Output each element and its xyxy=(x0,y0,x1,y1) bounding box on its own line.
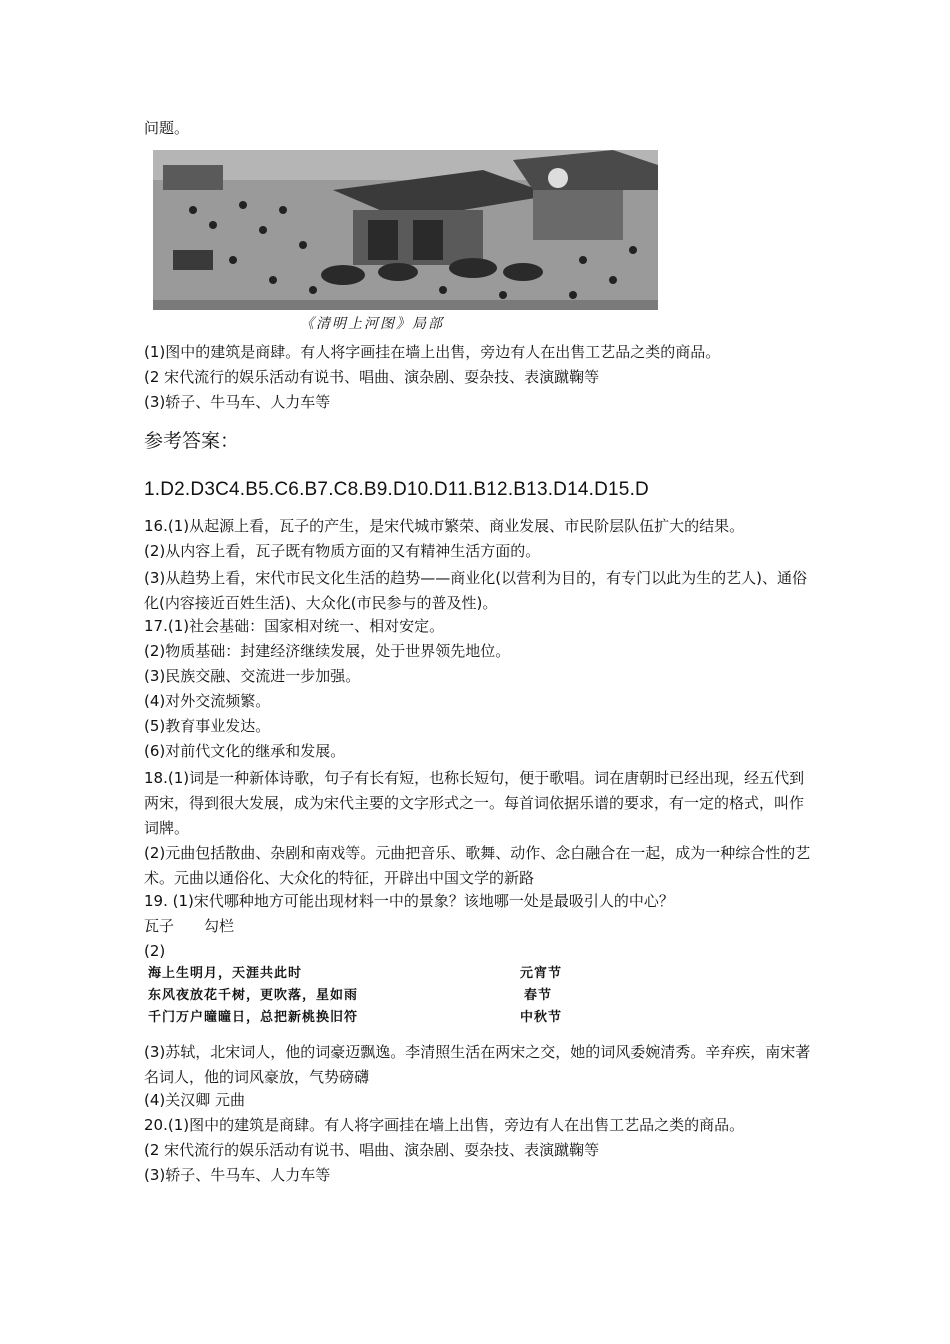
q20-answer-2: (2 宋代流行的娱乐活动有说书、唱曲、演杂剧、耍杂技、表演蹴鞠等 xyxy=(144,1141,600,1159)
festival-1: 元宵节 xyxy=(520,966,563,981)
q20-answer-3: (3)轿子、牛马车、人力车等 xyxy=(144,1166,331,1184)
figure-caption: 《清明上河图》局部 xyxy=(300,316,444,332)
answers-heading: 参考答案： xyxy=(144,430,240,452)
q16-answer-3: (3)从趋势上看，宋代市民文化生活的趋势——商业化(以营利为目的，有专门以此为生的艺人)、通俗化(内容接近百姓生活)、大众化(市民参与的普及性)。 xyxy=(144,569,807,612)
q19-label-2: (2) xyxy=(144,942,166,960)
q16-answer-1: 16.(1)从起源上看，瓦子的产生，是宋代城市繁荣、商业发展、市民阶层队伍扩大的结果。 xyxy=(144,517,745,535)
q17-answer-1: 17.(1)社会基础：国家相对统一、相对安定。 xyxy=(144,617,445,635)
qingming-painting-image xyxy=(153,150,658,310)
festival-2: 春节 xyxy=(524,988,553,1003)
painting-illustration xyxy=(153,150,658,310)
preview-answer-2: (2 宋代流行的娱乐活动有说书、唱曲、演杂剧、耍杂技、表演蹴鞠等 xyxy=(144,368,600,386)
q17-answer-3: (3)民族交融、交流进一步加强。 xyxy=(144,667,361,685)
q17-answer-5: (5)教育事业发达。 xyxy=(144,717,271,735)
q19-answer-1: 瓦子 勾栏 xyxy=(144,917,235,935)
poem-line-1: 海上生明月，天涯共此时 xyxy=(148,966,303,981)
q20-answer-1: 20.(1)图中的建筑是商肆。有人将字画挂在墙上出售，旁边有人在出售工艺品之类的商品。 xyxy=(144,1116,745,1134)
q17-answer-4: (4)对外交流频繁。 xyxy=(144,692,271,710)
poem-line-3: 千门万户曈曈日，总把新桃换旧符 xyxy=(148,1010,359,1025)
continuation-text: 问题。 xyxy=(144,119,190,137)
q18-answer-1: 18.(1)词是一种新体诗歌，句子有长有短，也称长短句，便于歌唱。词在唐朝时已经出现，经五代到两宋，得到很大发展，成为宋代主要的文字形式之一。每首词依据乐谱的要求，有一定的格式，叫作词牌。 xyxy=(144,769,805,837)
q19-question: 19. (1)宋代哪种地方可能出现材料一中的景象？该地哪一处是最吸引人的中心？ xyxy=(144,892,674,910)
poem-line-2: 东风夜放花千树，更吹落，星如雨 xyxy=(148,988,359,1003)
q19-answer-3: (3)苏轼，北宋词人，他的词豪迈飘逸。李清照生活在两宋之交，她的词风委婉清秀。辛弃疾，南宋著名词人，他的词风豪放，气势磅礴 xyxy=(144,1043,811,1086)
q18-answer-2: (2)元曲包括散曲、杂剧和南戏等。元曲把音乐、歌舞、动作、念白融合在一起，成为一种综合性的艺术。元曲以通俗化、大众化的特征，开辟出中国文学的新路 xyxy=(144,844,811,887)
q16-answer-2: (2)从内容上看，瓦子既有物质方面的又有精神生活方面的。 xyxy=(144,542,541,560)
q17-answer-2: (2)物质基础：封建经济继续发展，处于世界领先地位。 xyxy=(144,642,511,660)
festival-3: 中秋节 xyxy=(520,1010,563,1025)
choice-answers: 1.D2.D3C4.B5.C6.B7.C8.B9.D10.D11.B12.B13.D14.D15.D xyxy=(144,479,649,500)
q17-answer-6: (6)对前代文化的继承和发展。 xyxy=(144,742,346,760)
q19-answer-4: (4)关汉卿 元曲 xyxy=(144,1091,246,1109)
preview-answer-1: (1)图中的建筑是商肆。有人将字画挂在墙上出售，旁边有人在出售工艺品之类的商品。 xyxy=(144,343,721,361)
preview-answer-3: (3)轿子、牛马车、人力车等 xyxy=(144,393,331,411)
